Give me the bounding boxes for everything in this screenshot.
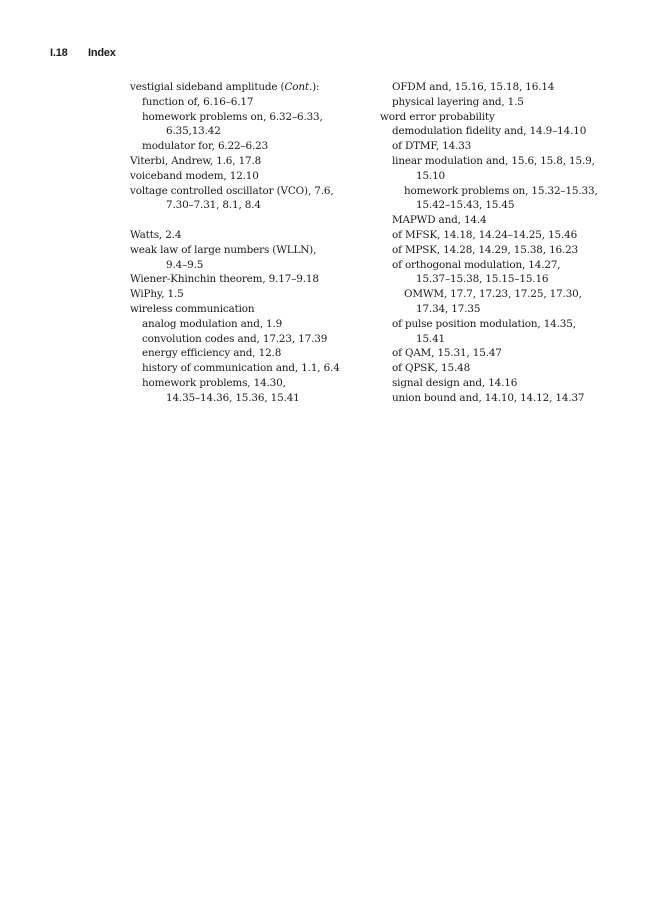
index-continuation: 15.10 <box>416 169 445 182</box>
index-entry: voltage controlled oscillator (VCO), 7.6, <box>130 184 334 197</box>
index-subentry: homework problems on, 6.32–6.33, <box>142 110 323 123</box>
index-subentry: function of, 6.16–6.17 <box>142 95 254 108</box>
index-continuation: 15.41 <box>416 332 445 345</box>
index-subentry: convolution codes and, 17.23, 17.39 <box>142 332 328 345</box>
index-continuation: 14.35–14.36, 15.36, 15.41 <box>166 391 300 404</box>
index-subentry: of QPSK, 15.48 <box>392 362 471 375</box>
index-entry: Wiener-Khinchin theorem, 9.17–9.18 <box>130 273 319 286</box>
index-subentry: physical layering and, 1.5 <box>392 95 524 108</box>
index-continuation: 7.30–7.31, 8.1, 8.4 <box>166 199 261 212</box>
index-subentry: homework problems, 14.30, <box>142 376 286 389</box>
continued-label: Cont. <box>284 81 313 93</box>
index-subentry: of orthogonal modulation, 14.27, <box>392 258 561 271</box>
index-entry: WiPhy, 1.5 <box>130 288 184 301</box>
index-subentry: demodulation fidelity and, 14.9–14.10 <box>392 125 587 138</box>
index-subentry: of QAM, 15.31, 15.47 <box>392 347 502 360</box>
index-subentry: analog modulation and, 1.9 <box>142 317 283 330</box>
page-number: I.18 <box>50 47 68 59</box>
index-entry: wireless communication <box>130 302 255 315</box>
index-subentry: of MPSK, 14.28, 14.29, 15.38, 16.23 <box>392 243 579 256</box>
index-subentry: modulator for, 6.22–6.23 <box>142 140 269 153</box>
index-continuation: 17.34, 17.35 <box>416 302 481 315</box>
index-entry: Viterbi, Andrew, 1.6, 17.8 <box>130 154 262 167</box>
index-subsubentry: homework problems on, 15.32–15.33, <box>404 184 598 197</box>
index-entry: Watts, 2.4 <box>130 228 182 241</box>
index-continuation: 15.42–15.43, 15.45 <box>416 199 515 212</box>
letter-group-gap <box>130 213 370 228</box>
section-title: Index <box>88 47 116 59</box>
running-header <box>50 47 116 59</box>
index-subentry: of pulse position modulation, 14.35, <box>392 317 576 330</box>
index-continuation: 9.4–9.5 <box>166 258 204 271</box>
index-subentry: MAPWD and, 14.4 <box>392 214 487 227</box>
index-entry: vestigial sideband amplitude (Cont.): <box>130 81 320 93</box>
index-subentry: history of communication and, 1.1, 6.4 <box>142 362 340 375</box>
index-subentry: of MFSK, 14.18, 14.24–14.25, 15.46 <box>392 228 578 241</box>
index-subsubentry: OMWM, 17.7, 17.23, 17.25, 17.30, <box>404 288 582 301</box>
index-subentry: linear modulation and, 15.6, 15.8, 15.9, <box>392 154 595 167</box>
index-subentry: of DTMF, 14.33 <box>392 140 472 153</box>
index-subentry: energy efficiency and, 12.8 <box>142 347 282 360</box>
index-subentry: signal design and, 14.16 <box>392 376 518 389</box>
index-subentry: union bound and, 14.10, 14.12, 14.37 <box>392 391 585 404</box>
index-subentry: OFDM and, 15.16, 15.18, 16.14 <box>392 81 555 93</box>
index-column-left <box>130 80 370 406</box>
index-entry: weak law of large numbers (WLLN), <box>130 243 317 256</box>
index-column-right <box>380 80 640 406</box>
index-continuation: 15.37–15.38, 15.15–15.16 <box>416 273 549 286</box>
index-continuation: 6.35,13.42 <box>166 125 221 138</box>
index-entry: word error probability <box>380 110 495 123</box>
index-entry: voiceband modem, 12.10 <box>130 169 259 182</box>
